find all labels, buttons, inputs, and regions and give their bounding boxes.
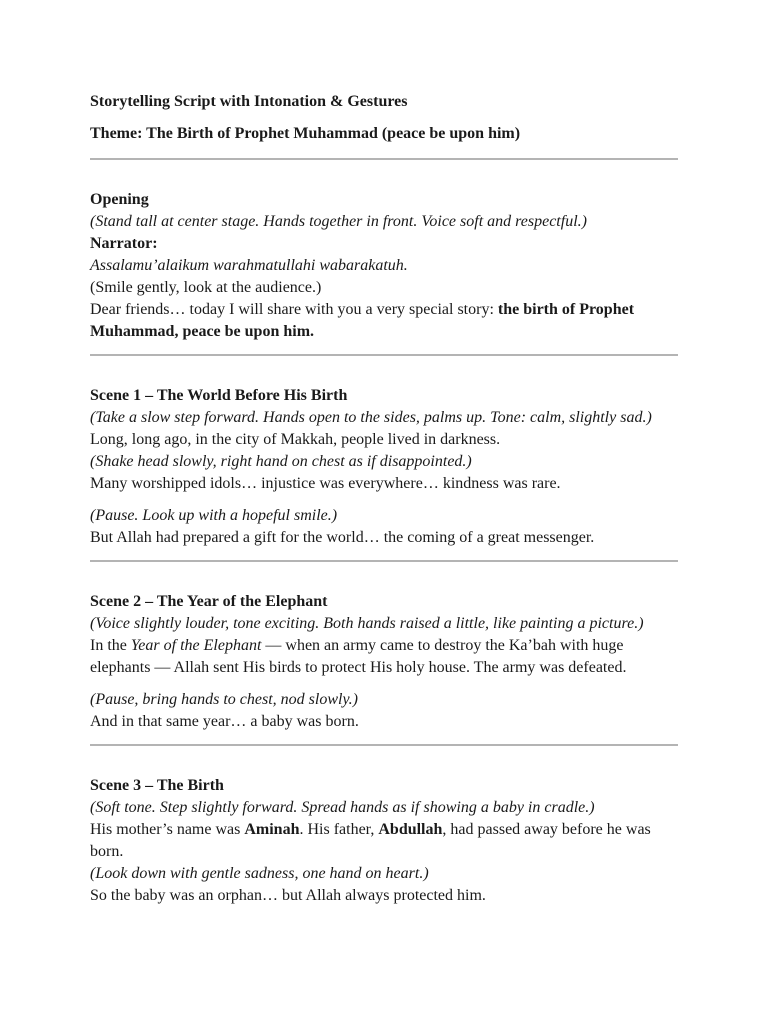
narration-text: . His father, bbox=[299, 821, 379, 838]
intro-emphasis: the birth of Prophet Muhammad, peace be upon him. bbox=[90, 301, 635, 340]
scene-heading: Scene 2 – The Year of the Elephant bbox=[90, 593, 328, 610]
stage-direction: (Stand tall at center stage. Hands together in front. Voice soft and respectful.) bbox=[90, 213, 587, 230]
section-divider bbox=[90, 560, 678, 562]
document-title: Storytelling Script with Intonation & Gestures bbox=[90, 93, 408, 110]
narration-text: — when an army came to destroy the Ka’bah with huge elephants — Allah sent His birds to protect His holy house. The army was defeated. bbox=[90, 637, 627, 676]
stage-direction: (Soft tone. Step slightly forward. Spread hands as if showing a baby in cradle.) bbox=[90, 799, 595, 816]
scene-2-section bbox=[90, 591, 678, 733]
stage-direction: (Pause, bring hands to chest, nod slowly.) bbox=[90, 691, 358, 708]
narration-paragraph bbox=[90, 635, 678, 679]
stage-direction: (Look down with gentle sadness, one hand on heart.) bbox=[90, 865, 429, 882]
scene-1-section bbox=[90, 385, 678, 549]
mother-name: Aminah bbox=[244, 821, 300, 838]
opening-section bbox=[90, 189, 678, 343]
narration-line: And in that same year… a baby was born. bbox=[90, 713, 359, 730]
narration-text: , had passed away before he was born. bbox=[90, 821, 651, 860]
stage-direction: (Pause. Look up with a hopeful smile.) bbox=[90, 507, 338, 524]
father-name: Abdullah bbox=[378, 821, 443, 838]
section-divider bbox=[90, 354, 678, 356]
document-page bbox=[90, 91, 678, 907]
opening-heading: Opening bbox=[90, 191, 149, 208]
section-divider bbox=[90, 158, 678, 160]
year-of-elephant-term: Year of the Elephant bbox=[130, 637, 262, 654]
narration-text: In the bbox=[90, 637, 131, 654]
narration-text: His mother’s name was bbox=[90, 821, 245, 838]
paragraph-gap bbox=[90, 679, 678, 689]
narration-line: So the baby was an orphan… but Allah always protected him. bbox=[90, 887, 486, 904]
stage-direction: (Smile gently, look at the audience.) bbox=[90, 279, 322, 296]
stage-direction: (Take a slow step forward. Hands open to the sides, palms up. Tone: calm, slightly sad.) bbox=[90, 409, 652, 426]
greeting-line: Assalamu’alaikum warahmatullahi wabarakatuh. bbox=[90, 257, 408, 274]
document-theme: Theme: The Birth of Prophet Muhammad (peace be upon him) bbox=[90, 125, 521, 142]
stage-direction: (Shake head slowly, right hand on chest as if disappointed.) bbox=[90, 453, 472, 470]
intro-paragraph bbox=[90, 299, 678, 343]
stage-direction: (Voice slightly louder, tone exciting. Both hands raised a little, like painting a picture.) bbox=[90, 615, 644, 632]
scene-heading: Scene 1 – The World Before His Birth bbox=[90, 387, 348, 404]
narration-line: But Allah had prepared a gift for the world… the coming of a great messenger. bbox=[90, 529, 595, 546]
scene-heading: Scene 3 – The Birth bbox=[90, 777, 224, 794]
section-divider bbox=[90, 744, 678, 746]
narration-line: Many worshipped idols… injustice was everywhere… kindness was rare. bbox=[90, 475, 561, 492]
scene-3-section bbox=[90, 775, 678, 907]
narration-line: Long, long ago, in the city of Makkah, people lived in darkness. bbox=[90, 431, 501, 448]
paragraph-gap bbox=[90, 495, 678, 505]
intro-text: Dear friends… today I will share with you a very special story: bbox=[90, 301, 498, 318]
narration-paragraph bbox=[90, 819, 678, 863]
narrator-label: Narrator: bbox=[90, 235, 158, 252]
